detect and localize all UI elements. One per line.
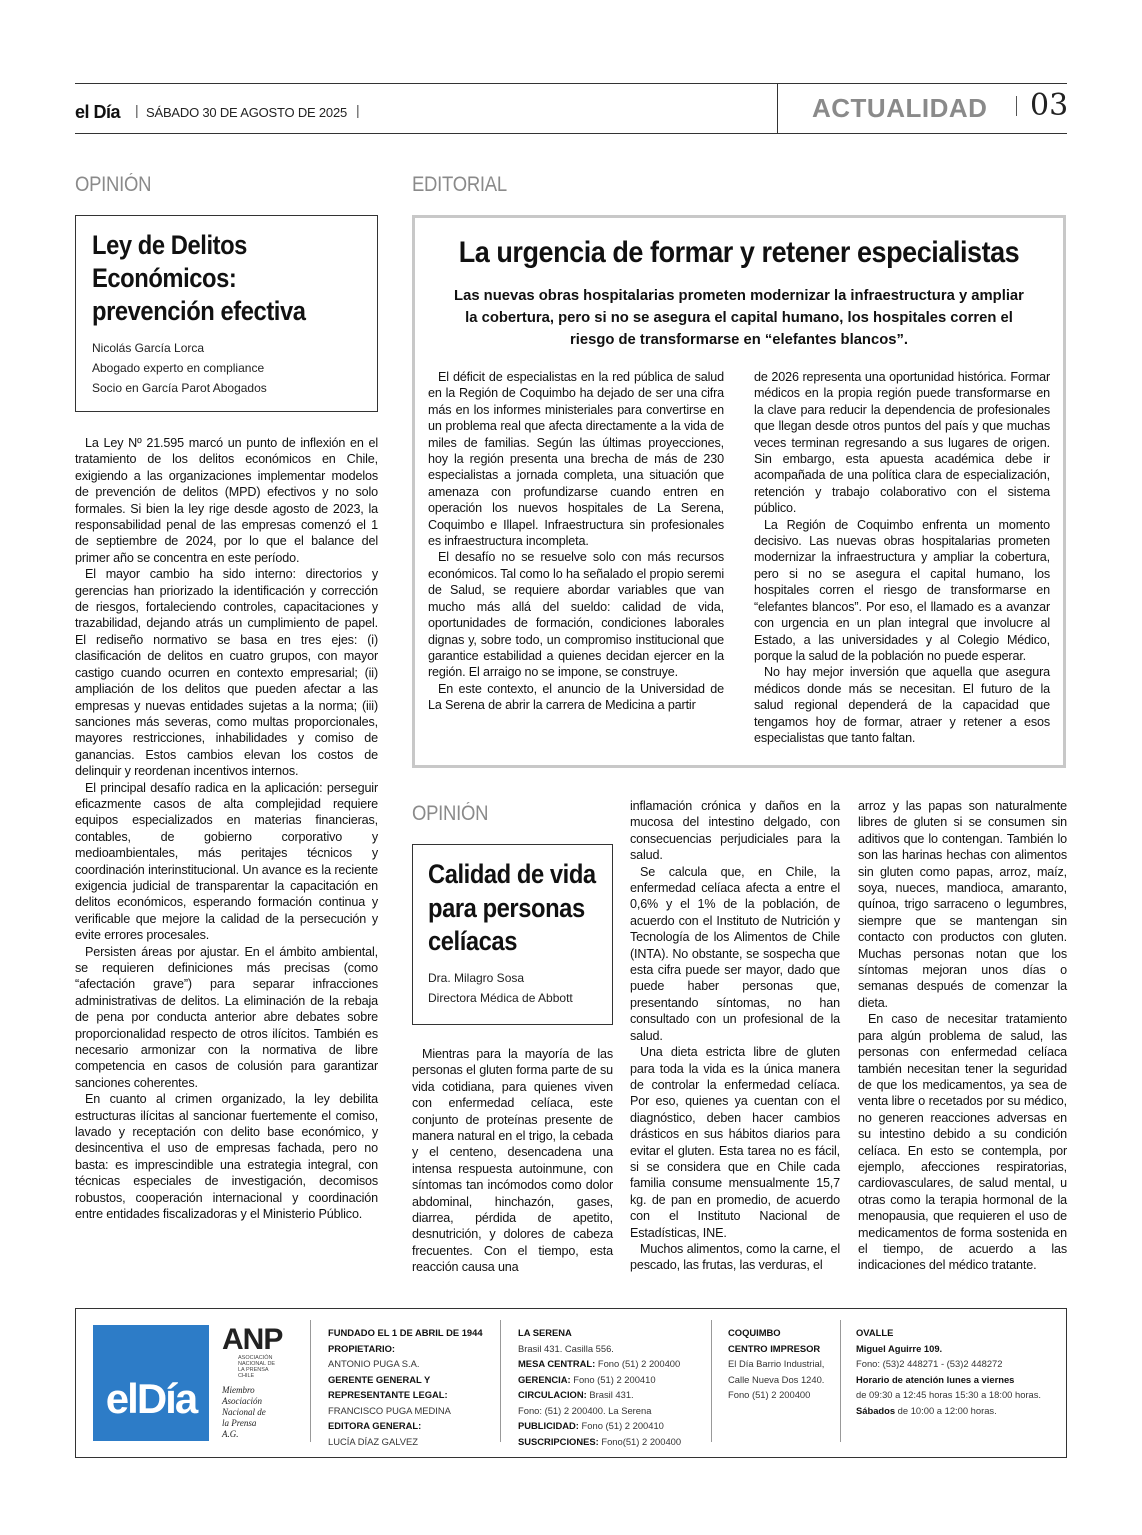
header-bottom-rule <box>75 133 1067 134</box>
paragraph: El mayor cambio ha sido interno: directorios y gerencias han priorizado la identificación y corrección de riesgos, fortaleciendo controles, capacitaciones y trazabilidad, dejando atrás un cumplimiento de papel. El rediseño normativo se basa en tres ejes: (i) clasificación de delitos en cuatro grupos, con mayor castigo cuando ocurren en contexto empresarial; (ii) ampliación de los delitos que pueden afectar a las empresas y nuevas entidades sujetas a la norma; (iii) sanciones más severas, como multas proporcionales, mayores restricciones, inhabilidades y comiso de ganancias. Estos cambios elevan los costos de delinquir y reordenan incentivos internos. <box>75 567 378 779</box>
member-line: A.G. <box>222 1429 239 1439</box>
paragraph: Se calcula que, en Chile, la enfermedad celíaca afecta a entre el 0,6% y el 1% de la población, de acuerdo con el Instituto de Nutrición y Tecnología de los Alimentos de Chile (INTA). No obstante, se sospecha que esta cifra puede ser mayor, dado que puede haber personas que, presentando síntomas, no han consultado con un profesional de la salud. <box>630 864 840 1043</box>
paragraph: El desafío no se resuelve solo con más recursos económicos. Tal como lo ha señalado el propio seremi de Salud, se requiere abordar variables que van mucho más allá del sueldo: calidad de vida, oportunidades de formación, condiciones laborales dignas y, sobre todo, un compromiso institucional que garantice estabilidad a quienes decidan ejercer en la región. El arraigo no se impone, se construye. <box>428 550 724 680</box>
author-role: Directora Médica de Abbott <box>428 991 573 1005</box>
member-line: Nacional de <box>222 1407 266 1417</box>
footer-value: El Día Barrio Industrial, <box>728 1358 825 1369</box>
footer-label: CENTRO IMPRESOR <box>728 1342 821 1354</box>
footer-label: Miguel Aguirre 109. <box>856 1342 943 1354</box>
paragraph: En este contexto, el anuncio de la Universidad de La Serena de abrir la carrera de Medicina a partir <box>428 681 724 713</box>
anp-logo <box>222 1323 282 1379</box>
editorial-subtitle: Las nuevas obras hospitalarias prometen modernizar la infraestructura y ampliar la cobertura, pero si no se asegura el capital humano, los hospitales corren el riesgo de transformarse en “elefantes blancos”. <box>454 288 1024 348</box>
footer-label: COQUIMBO <box>728 1327 781 1338</box>
footer-divider <box>840 1320 841 1442</box>
header-separator: | <box>356 102 360 118</box>
footer-label: PROPIETARIO: <box>328 1342 396 1354</box>
footer-value: Fono (51) 2 200400 <box>595 1358 681 1369</box>
paragraph: de 2026 representa una oportunidad histórica. Formar médicos en la propia región puede transformarse en la clave para reducir la dependencia de profesionales que llegan desde otros puntos del país y que muchas veces terminan regresando a sus lugares de origen. Sin embargo, esta apuesta académica debe ir acompañada de una política clara de especialización, retención y trabajo colaborativo con el sistema público. <box>754 370 1050 516</box>
opinion1-title-line: prevención efectiva <box>92 296 306 326</box>
footer-label: SUSCRIPCIONES: <box>518 1435 599 1447</box>
author-name: Nicolás García Lorca <box>92 341 205 355</box>
paragraph: La Región de Coquimbo enfrenta un momento decisivo. Las nuevas obras hospitalarias prometen modernizar la infraestructura y ampliar la cobertura, pero si no se asegura el capital humano, los hospitales corren el riesgo de transformarse en “elefantes blancos”. Por eso, el llamado es a avanzar con urgencia en un plan integral que involucre al Estado, a las universidades y al Colegio Médico, porque la salud de la población no puede esperar. <box>754 517 1050 663</box>
footer-label: OVALLE <box>856 1327 894 1338</box>
footer-label: PUBLICIDAD: <box>518 1420 579 1431</box>
anp-caption: ASOCIACIÓN NACIONAL DE LA PRENSA CHILE <box>238 1355 276 1379</box>
editorial-kicker: EDITORIAL <box>412 173 507 196</box>
opinion2-title-line: Calidad de vida <box>428 859 596 889</box>
footer-ovalle <box>856 1325 1041 1418</box>
footer-value: de 09:30 a 12:45 horas 15:30 a 18:00 horas. <box>856 1389 1042 1400</box>
footer-label: REPRESENTANTE LEGAL: <box>328 1389 448 1400</box>
header-top-rule <box>75 83 1067 84</box>
opinion1-byline <box>92 338 267 398</box>
member-caption <box>222 1385 266 1440</box>
opinion2-kicker: OPINIÓN <box>412 802 489 825</box>
paragraph: El principal desafío radica en la aplicación: perseguir eficazmente casos de alta complejidad requiere equipos especializados en materias financieras, contables, de gobierno corporativo y medioambientales, más peritajes técnicos y coordinación interinstitucional. Un avance es la reciente exigencia judicial de transparentar la capacitación en delitos económicos, esperando formación continua y verificable que mejore la calidad de la persecución y evite errores procesales. <box>75 780 378 943</box>
footer-label: GERENCIA: <box>518 1373 571 1385</box>
opinion2-title-line: celíacas <box>428 926 517 956</box>
el-dia-logo: elDía <box>93 1325 209 1441</box>
opinion1-title <box>92 229 374 328</box>
author-firm: Socio en García Parot Abogados <box>92 381 267 395</box>
editorial-column-1 <box>428 369 724 714</box>
footer-value: de 10:00 a 12:00 horas. <box>895 1404 997 1416</box>
editorial-title: La urgencia de formar y retener especialistas <box>458 236 1020 269</box>
paragraph: inflamación crónica y daños en la mucosa del intestino delgado, con consecuencias perjudiciales para la salud. <box>630 799 840 863</box>
footer-value: FRANCISCO PUGA MEDINA <box>328 1404 451 1416</box>
footer-value: Fono(51) 2 200400 <box>598 1435 682 1447</box>
footer-label: FUNDADO EL 1 DE ABRIL DE 1944 <box>328 1327 483 1338</box>
opinion1-kicker: OPINIÓN <box>75 173 152 196</box>
opinion2-byline <box>428 968 573 1008</box>
footer-divider <box>500 1320 501 1442</box>
opinion1-title-line: Económicos: <box>92 263 237 293</box>
paragraph: arroz y las papas son naturalmente libres de gluten si se consumen sin aditivos que lo contengan. También lo son las harinas hechas con alimentos sin gluten como papas, arroz, maíz, soya, nueces, mandioca, amaranto, quínoa, trigo sarraceno o legumbres, siempre que se mantengan sin contacto con productos con gluten. Muchas personas notan que los síntomas mejoran unos días o semanas después de comenzar la dieta. <box>858 799 1067 1010</box>
header-brand: el Día <box>75 102 121 122</box>
footer-value: Brasil 431. Casilla 556. <box>518 1342 614 1354</box>
editorial-column-2 <box>754 369 1050 746</box>
opinion2-column-1 <box>412 1046 613 1276</box>
footer-label: Sábados <box>856 1404 896 1416</box>
footer-coquimbo <box>728 1325 824 1403</box>
member-line: Asociación <box>222 1396 262 1406</box>
author-role: Abogado experto en compliance <box>92 361 265 375</box>
paragraph: Mientras para la mayoría de las personas el gluten forma parte de su vida cotidiana, para quienes viven con enfermedad celíaca, este conjunto de proteínas presente de manera natural en el trigo, la cebada y el centeno, desencadena una intensa respuesta autoinmune, con síntomas tan incómodos como dolor abdominal, hinchazón, gases, diarrea, pérdida de apetito, desnutrición, y dolores de cabeza frecuentes. Con el tiempo, esta reacción causa una <box>412 1047 613 1275</box>
member-line: la Prensa <box>222 1418 257 1428</box>
footer-value: Fono: (53)2 448271 - (53)2 448272 <box>856 1358 1003 1369</box>
page-number: 03 <box>1030 88 1069 123</box>
anp-mark: ANP <box>222 1323 283 1356</box>
footer-value: Brasil 431. <box>586 1389 634 1400</box>
footer-value: Calle Nueva Dos 1240. <box>728 1373 825 1385</box>
paragraph: No hay mejor inversión que aquella que asegura médicos donde más se necesitan. El futuro de la salud regional dependerá de la capacidad que tengamos hoy de formar, atraer y retener a esos especialistas que tanto faltan. <box>754 665 1050 745</box>
header-page-separator <box>1016 96 1017 116</box>
footer-value: Fono (51) 2 200410 <box>570 1373 656 1385</box>
author-name: Dra. Milagro Sosa <box>428 971 525 985</box>
footer-label: Horario de atención lunes a viernes <box>856 1373 1015 1385</box>
opinion2-column-3 <box>858 798 1067 1274</box>
header-separator: | <box>135 102 139 118</box>
footer-divider <box>310 1320 311 1442</box>
footer-label: GERENTE GENERAL Y <box>328 1373 431 1385</box>
footer-label: CIRCULACION: <box>518 1389 587 1400</box>
header-section: ACTUALIDAD <box>812 93 988 123</box>
paragraph: En cuanto al crimen organizado, la ley debilita estructuras ilícitas al sancionar fuertemente el comiso, lavado y receptación con delito base económico, y desincentiva el uso de empresas fachada, pero no basta: es imprescindible una estrategia integral, con técnicas especiales de investigación, decomisos robustos, cooperación internacional y coordinación entre entidades fiscalizadoras y el Ministerio Público. <box>75 1092 378 1222</box>
paragraph: Muchos alimentos, como la carne, el pescado, las frutas, las verduras, el <box>630 1241 840 1273</box>
paragraph: El déficit de especialistas en la red pública de salud en la Región de Coquimbo ha dejado de ser una cifra más en los informes ministeriales para convertirse en un problema real que afecta directamente a la vida de miles de familias. Según las últimas proyecciones, hoy la región presenta una brecha de más de 230 especialistas a jornada completa, una situación que amenaza con profundizarse cuando entren en operación los nuevos hospitales de La Serena, Coquimbo e Illapel. Infraestructura sin profesionales es infraestructura incompleta. <box>428 370 724 549</box>
opinion1-body <box>75 435 378 1223</box>
footer-value: ANTONIO PUGA S.A. <box>328 1358 420 1369</box>
paragraph: Persisten áreas por ajustar. En el ámbito ambiental, se requieren definiciones más precisas (como “afectación grave”) para separar infracciones administrativas de delitos. La eliminación de la rebaja de pena por conducta anterior abre debates sobre proporcionalidad respecto de otros ilícitos. También es necesario armonizar con la normativa de libre competencia en casos de colusión para garantizar sanciones coherentes. <box>75 944 378 1090</box>
header-date: SÁBADO 30 DE AGOSTO DE 2025 <box>146 105 348 120</box>
footer-label: LA SERENA <box>518 1327 572 1338</box>
footer-value: Fono (51) 2 200410 <box>578 1420 664 1431</box>
opinion2-column-2 <box>630 798 840 1274</box>
opinion2-title <box>428 858 613 959</box>
footer-divider <box>711 1320 712 1442</box>
footer-label: EDITORA GENERAL: <box>328 1420 422 1431</box>
footer-founded <box>328 1325 483 1449</box>
member-line: Miembro <box>222 1385 255 1395</box>
opinion2-title-line: para personas <box>428 892 585 923</box>
footer-value: LUCÍA DÍAZ GALVEZ <box>328 1435 418 1447</box>
paragraph: En caso de necesitar tratamiento para algún problema de salud, las personas con enfermedad celíaca también necesitan tener la seguridad de que los medicamentos, ya sea de venta libre o recetados por su médico, no generen reacciones adversas en su intestino debido a su condición celíaca. En esto se contempla, por ejemplo, afecciones respiratorias, cardiovasculares, de salud mental, u otras como la terapia hormonal de la menopausia, que requieren el uso de medicamentos de forma sostenida en el tiempo, de acuerdo a las indicaciones del médico tratante. <box>858 1012 1067 1273</box>
footer-value: Fono (51) 2 200400 <box>728 1389 811 1400</box>
opinion1-title-line: Ley de Delitos <box>92 230 247 260</box>
paragraph: La Ley Nº 21.595 marcó un punto de inflexión en el tratamiento de los delitos económicos en Chile, exigiendo a las organizaciones implementar modelos de prevención de delitos (MPD) efectivos y no solo formales. Si bien la ley rige desde agosto de 2023, la responsabilidad penal de las empresas comenzó el 1 de septiembre de 2024, por lo que el balance del primer año se concentra en este período. <box>75 436 378 565</box>
header-divider <box>777 84 778 133</box>
paragraph: Una dieta estricta libre de gluten para toda la vida es la única manera de controlar la enfermedad celíaca. Por eso, quienes ya cuentan con el diagnóstico, deben hacer cambios drásticos en sus hábitos diarios para evitar el gluten. Esta tarea no es fácil, si se considera que en Chile cada familia consume mensualmente 15,7 kg. de pan en promedio, de acuerdo con el Instituto Nacional de Estadísticas, INE. <box>630 1045 840 1240</box>
footer-la-serena <box>518 1325 681 1449</box>
footer-value: Fono: (51) 2 200400. La Serena <box>518 1404 652 1416</box>
footer-label: MESA CENTRAL: <box>518 1358 596 1369</box>
